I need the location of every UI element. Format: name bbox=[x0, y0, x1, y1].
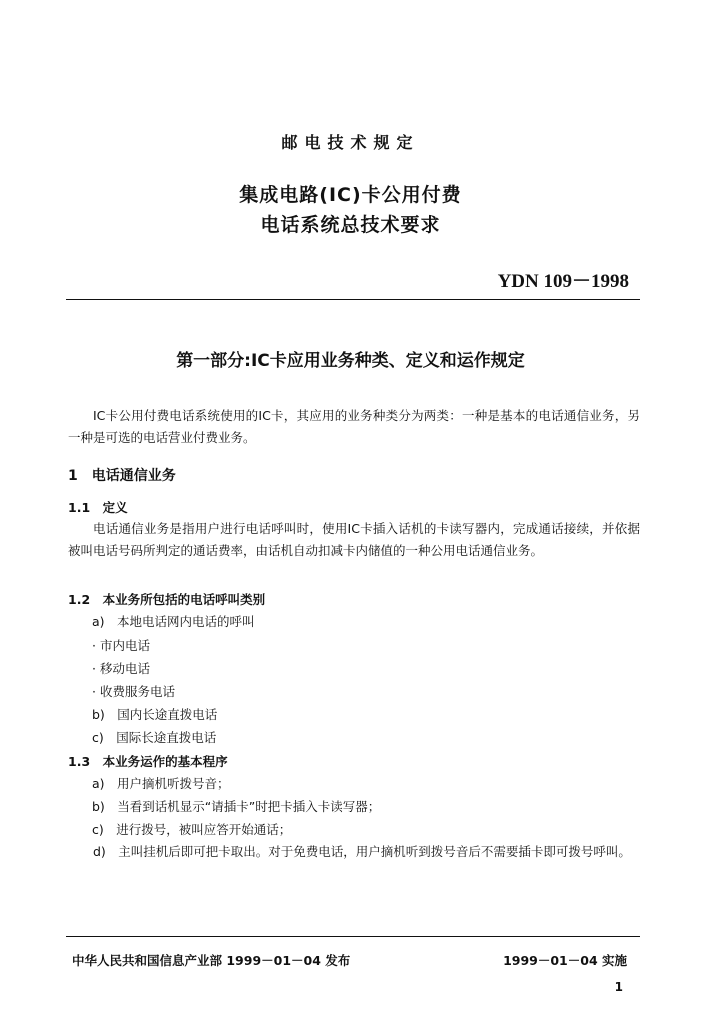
intro-paragraph: IC卡公用付费电话系统使用的IC卡，其应用的业务种类分为两类：一种是基本的电话通信业务，另一种是可选的电话营业付费业务。 bbox=[68, 408, 640, 445]
section-1-2-heading: 1.2 本业务所包括的电话呼叫类别 bbox=[68, 592, 266, 607]
section-1-1-text: 电话通信业务是指用户进行电话呼叫时，使用IC卡插入话机的卡读写器内，完成通话接续，并依据被叫电话号码所判定的通话费率，由话机自动扣减卡内储值的一种公用电话通信业务。 bbox=[68, 521, 640, 558]
effective-date: 1999－01－04 实施 bbox=[503, 953, 627, 968]
footer-divider bbox=[66, 936, 640, 937]
document-category-label: 邮电技术规定 bbox=[281, 133, 420, 152]
page-number: 1 bbox=[614, 980, 623, 994]
list-item-d: d) 主叫挂机后即可把卡取出。对于免费电话，用户摘机听到拨号音后不需要插卡即可拨号呼叫。 bbox=[93, 844, 631, 859]
standard-number: YDN 109－1998 bbox=[497, 271, 629, 292]
list-item: c) 国际长途直拨电话 bbox=[92, 730, 217, 745]
header-divider bbox=[66, 299, 640, 300]
document-title-line-2: 电话系统总技术要求 bbox=[260, 214, 441, 236]
list-item: · 收费服务电话 bbox=[92, 684, 175, 699]
list-item: a) 用户摘机听拨号音； bbox=[92, 776, 230, 791]
part-title: 第一部分:IC卡应用业务种类、定义和运作规定 bbox=[176, 351, 525, 371]
list-item: c) 进行拨号，被叫应答开始通话； bbox=[92, 822, 292, 837]
document-title-line-1: 集成电路(IC)卡公用付费 bbox=[239, 184, 462, 206]
list-item: a) 本地电话网内电话的呼叫 bbox=[92, 614, 255, 629]
list-item: b) 当看到话机显示“请插卡”时把卡插入卡读写器； bbox=[92, 799, 381, 814]
section-1-heading: 1 电话通信业务 bbox=[68, 468, 176, 484]
list-item: · 移动电话 bbox=[92, 661, 150, 676]
section-1-3-heading: 1.3 本业务运作的基本程序 bbox=[68, 754, 228, 769]
list-item: b) 国内长途直拨电话 bbox=[92, 707, 218, 722]
issue-info: 中华人民共和国信息产业部 1999－01－04 发布 bbox=[72, 953, 351, 968]
section-1-1-heading: 1.1 定义 bbox=[68, 500, 128, 515]
list-item: · 市内电话 bbox=[92, 638, 150, 653]
